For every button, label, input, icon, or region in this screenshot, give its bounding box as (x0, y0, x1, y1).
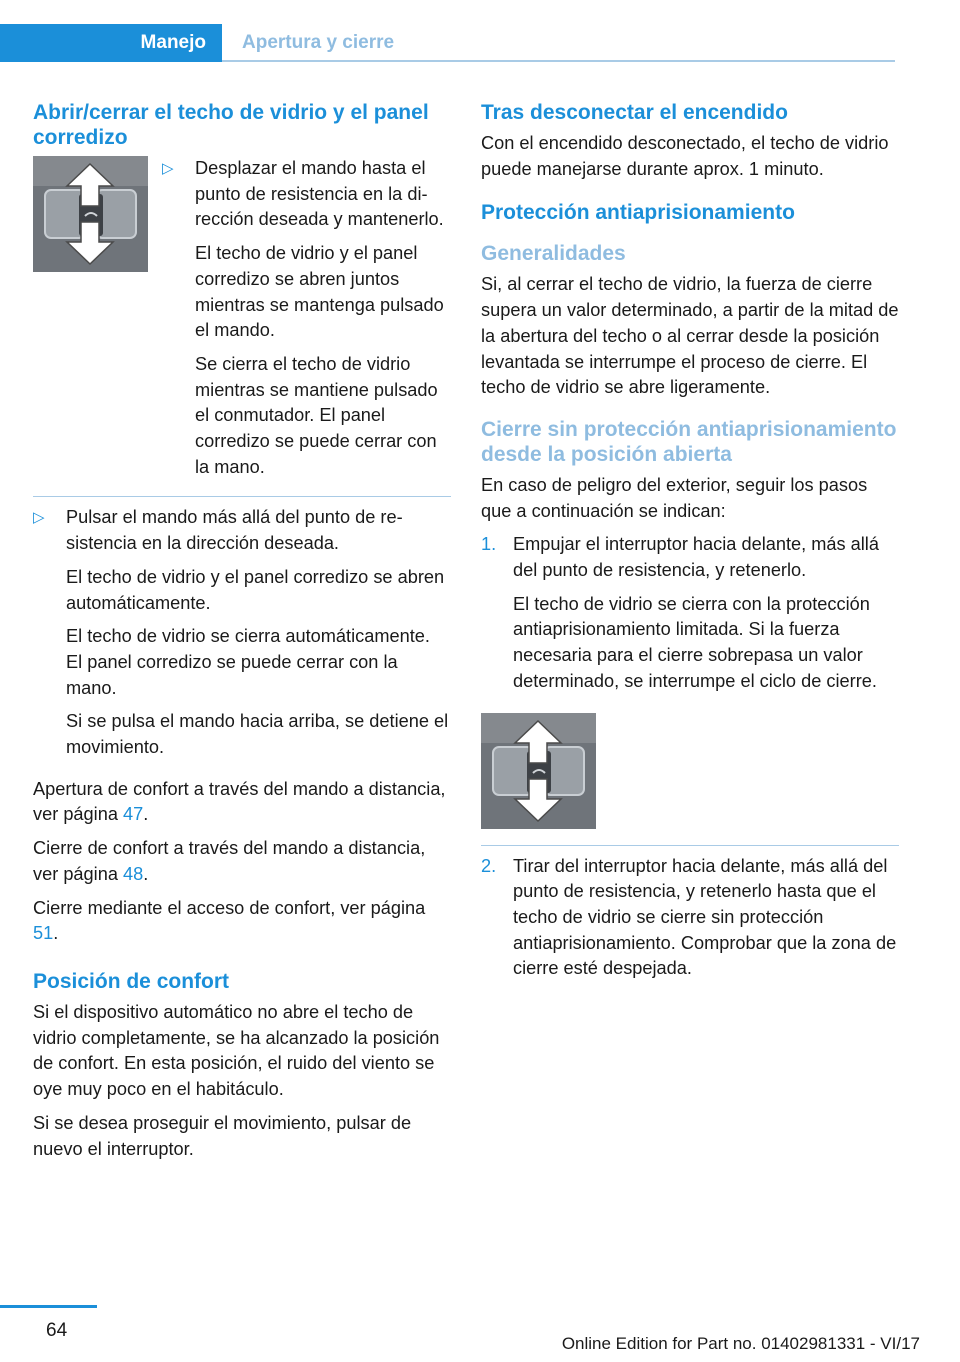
sunroof-switch-icon (481, 713, 596, 829)
bullet1-text-0: Desplazar el mando hasta el punto de resistencia en la dirección deseada y mantenerlo. (195, 158, 444, 230)
step-2-text: Tirar del interruptor hacia delante, más allá del punto de resistencia, y retenerlo hasta que el techo de vidrio se cierre sin protección antiaprisionamiento. Comprobar que la zona de cierre esté despejada. (513, 855, 897, 979)
section-heading-posicion-confort: Posición de confort (33, 969, 230, 993)
step-1-number: 1. (481, 534, 497, 555)
sunroof-switch-icon (33, 156, 148, 272)
bullet2-text-3: Si se pulsa el mando hacia arriba, se detiene el movimiento. (66, 711, 449, 758)
section-heading-abrir-cerrar: Abrir/cerrar el techo de vidrio y el panel corredizo (33, 101, 429, 149)
tab-apertura-label: Apertura y cierre (242, 32, 395, 53)
generalidades-paragraph: Si, al cerrar el techo de vidrio, la fuerza de cierre supera un valor determinado, a partir de la mitad de la abertura del techo o al cerrar desde la posición levantada se interrumpe el proceso de cierre. El techo de vidrio se abre ligeramente. (481, 274, 899, 398)
subheading-cierre-sin-proteccion: Cierre sin protección antiaprisionamiento desde la posición abierta (481, 417, 897, 466)
bullet1-text-2: Se cierra el techo de vidrio mientras se mantiene pulsado el conmutador. El panel corredizo se puede cerrar con la mano. (195, 353, 438, 477)
subheading-generalidades: Generalidades (481, 242, 626, 266)
page-link-48[interactable]: 48 (123, 863, 144, 884)
comfort-close-text: Cierre de confort a través del mando a distancia, ver página (33, 838, 426, 884)
period: . (143, 863, 149, 884)
comfort-access-text: Cierre mediante el acceso de confort, ver página (33, 897, 426, 918)
tab-manejo-label: Manejo (140, 32, 206, 53)
bullet1-text-1: El techo de vidrio y el panel corredizo se abren juntos mientras se mantenga pulsado el mando. (195, 243, 444, 341)
step-1-text-b: El techo de vidrio se cierra con la protección antiaprisionamiento limitada. Si la fuerza necesaria para el cierre sobrepasa un valor determinado, se interrumpe el ciclo de cierre. (513, 593, 877, 691)
bullet-desplazar (162, 156, 451, 480)
tab-apertura-y-cierre[interactable] (222, 24, 895, 62)
bullet2-text-1: El techo de vidrio y el panel corredizo se abren automáticamente. (66, 566, 445, 613)
bullet2-text-2: El techo de vidrio se cierra automáticamente. El panel corredizo se puede cerrar con la mano. (66, 626, 430, 698)
comfort-open-ref (33, 777, 451, 828)
step-2-number: 2. (481, 855, 497, 876)
bullet2-text-0: Pulsar el mando más allá del punto de resistencia en la dirección deseada. (66, 507, 403, 554)
page-number: 64 (46, 1320, 68, 1341)
edition-note: Online Edition for Part no. 01402981331 - VI/17 (561, 1334, 920, 1353)
step-2 (481, 854, 899, 983)
triangle-bullet-icon: ▷ (162, 160, 174, 177)
step-1-text-a: Empujar el interruptor hacia delante, más allá del punto de resistencia, y retenerlo. (513, 534, 879, 581)
triangle-bullet-icon: ▷ (33, 509, 45, 527)
period: . (53, 923, 59, 944)
step-1 (481, 532, 899, 694)
header-bar (0, 0, 960, 64)
page-link-47[interactable]: 47 (123, 804, 144, 825)
comfort-close-ref (33, 836, 451, 887)
left-column (33, 100, 451, 1170)
page-link-51[interactable]: 51 (33, 923, 54, 944)
section-heading-tras-desconectar: Tras desconectar el encendido (481, 101, 788, 124)
period: . (143, 804, 149, 825)
divider (481, 845, 899, 846)
comfort-open-text: Apertura de confort a través del mando a distancia, ver página (33, 778, 446, 825)
divider (33, 496, 451, 497)
right-column (481, 100, 899, 990)
switch-figure-row (33, 156, 451, 488)
peligro-paragraph: En caso de peligro del exterior, seguir los pasos que a continuación se indican: (481, 474, 868, 521)
sunroof-switch-image (33, 156, 148, 272)
sunroof-switch-image-2 (481, 713, 596, 829)
comfort-paragraph-2: Si se desea proseguir el movimiento, pulsar de nuevo el interruptor. (33, 1112, 412, 1159)
tab-manejo[interactable] (0, 24, 222, 62)
ignition-paragraph: Con el encendido desconectado, el techo de vidrio puede manejarse durante aprox. 1 minuto. (481, 133, 889, 179)
section-heading-proteccion: Protección antiaprisionamiento (481, 201, 795, 225)
comfort-paragraph-1: Si el dispositivo automático no abre el techo de vidrio completamente, se ha alcanzado la posición de confort. En esta posición, el ruido del viento se oye muy poco en el habitáculo. (33, 1001, 440, 1100)
footer-accent-line (0, 1305, 97, 1308)
comfort-access-ref (33, 896, 451, 947)
bullet-pulsar (33, 505, 451, 760)
